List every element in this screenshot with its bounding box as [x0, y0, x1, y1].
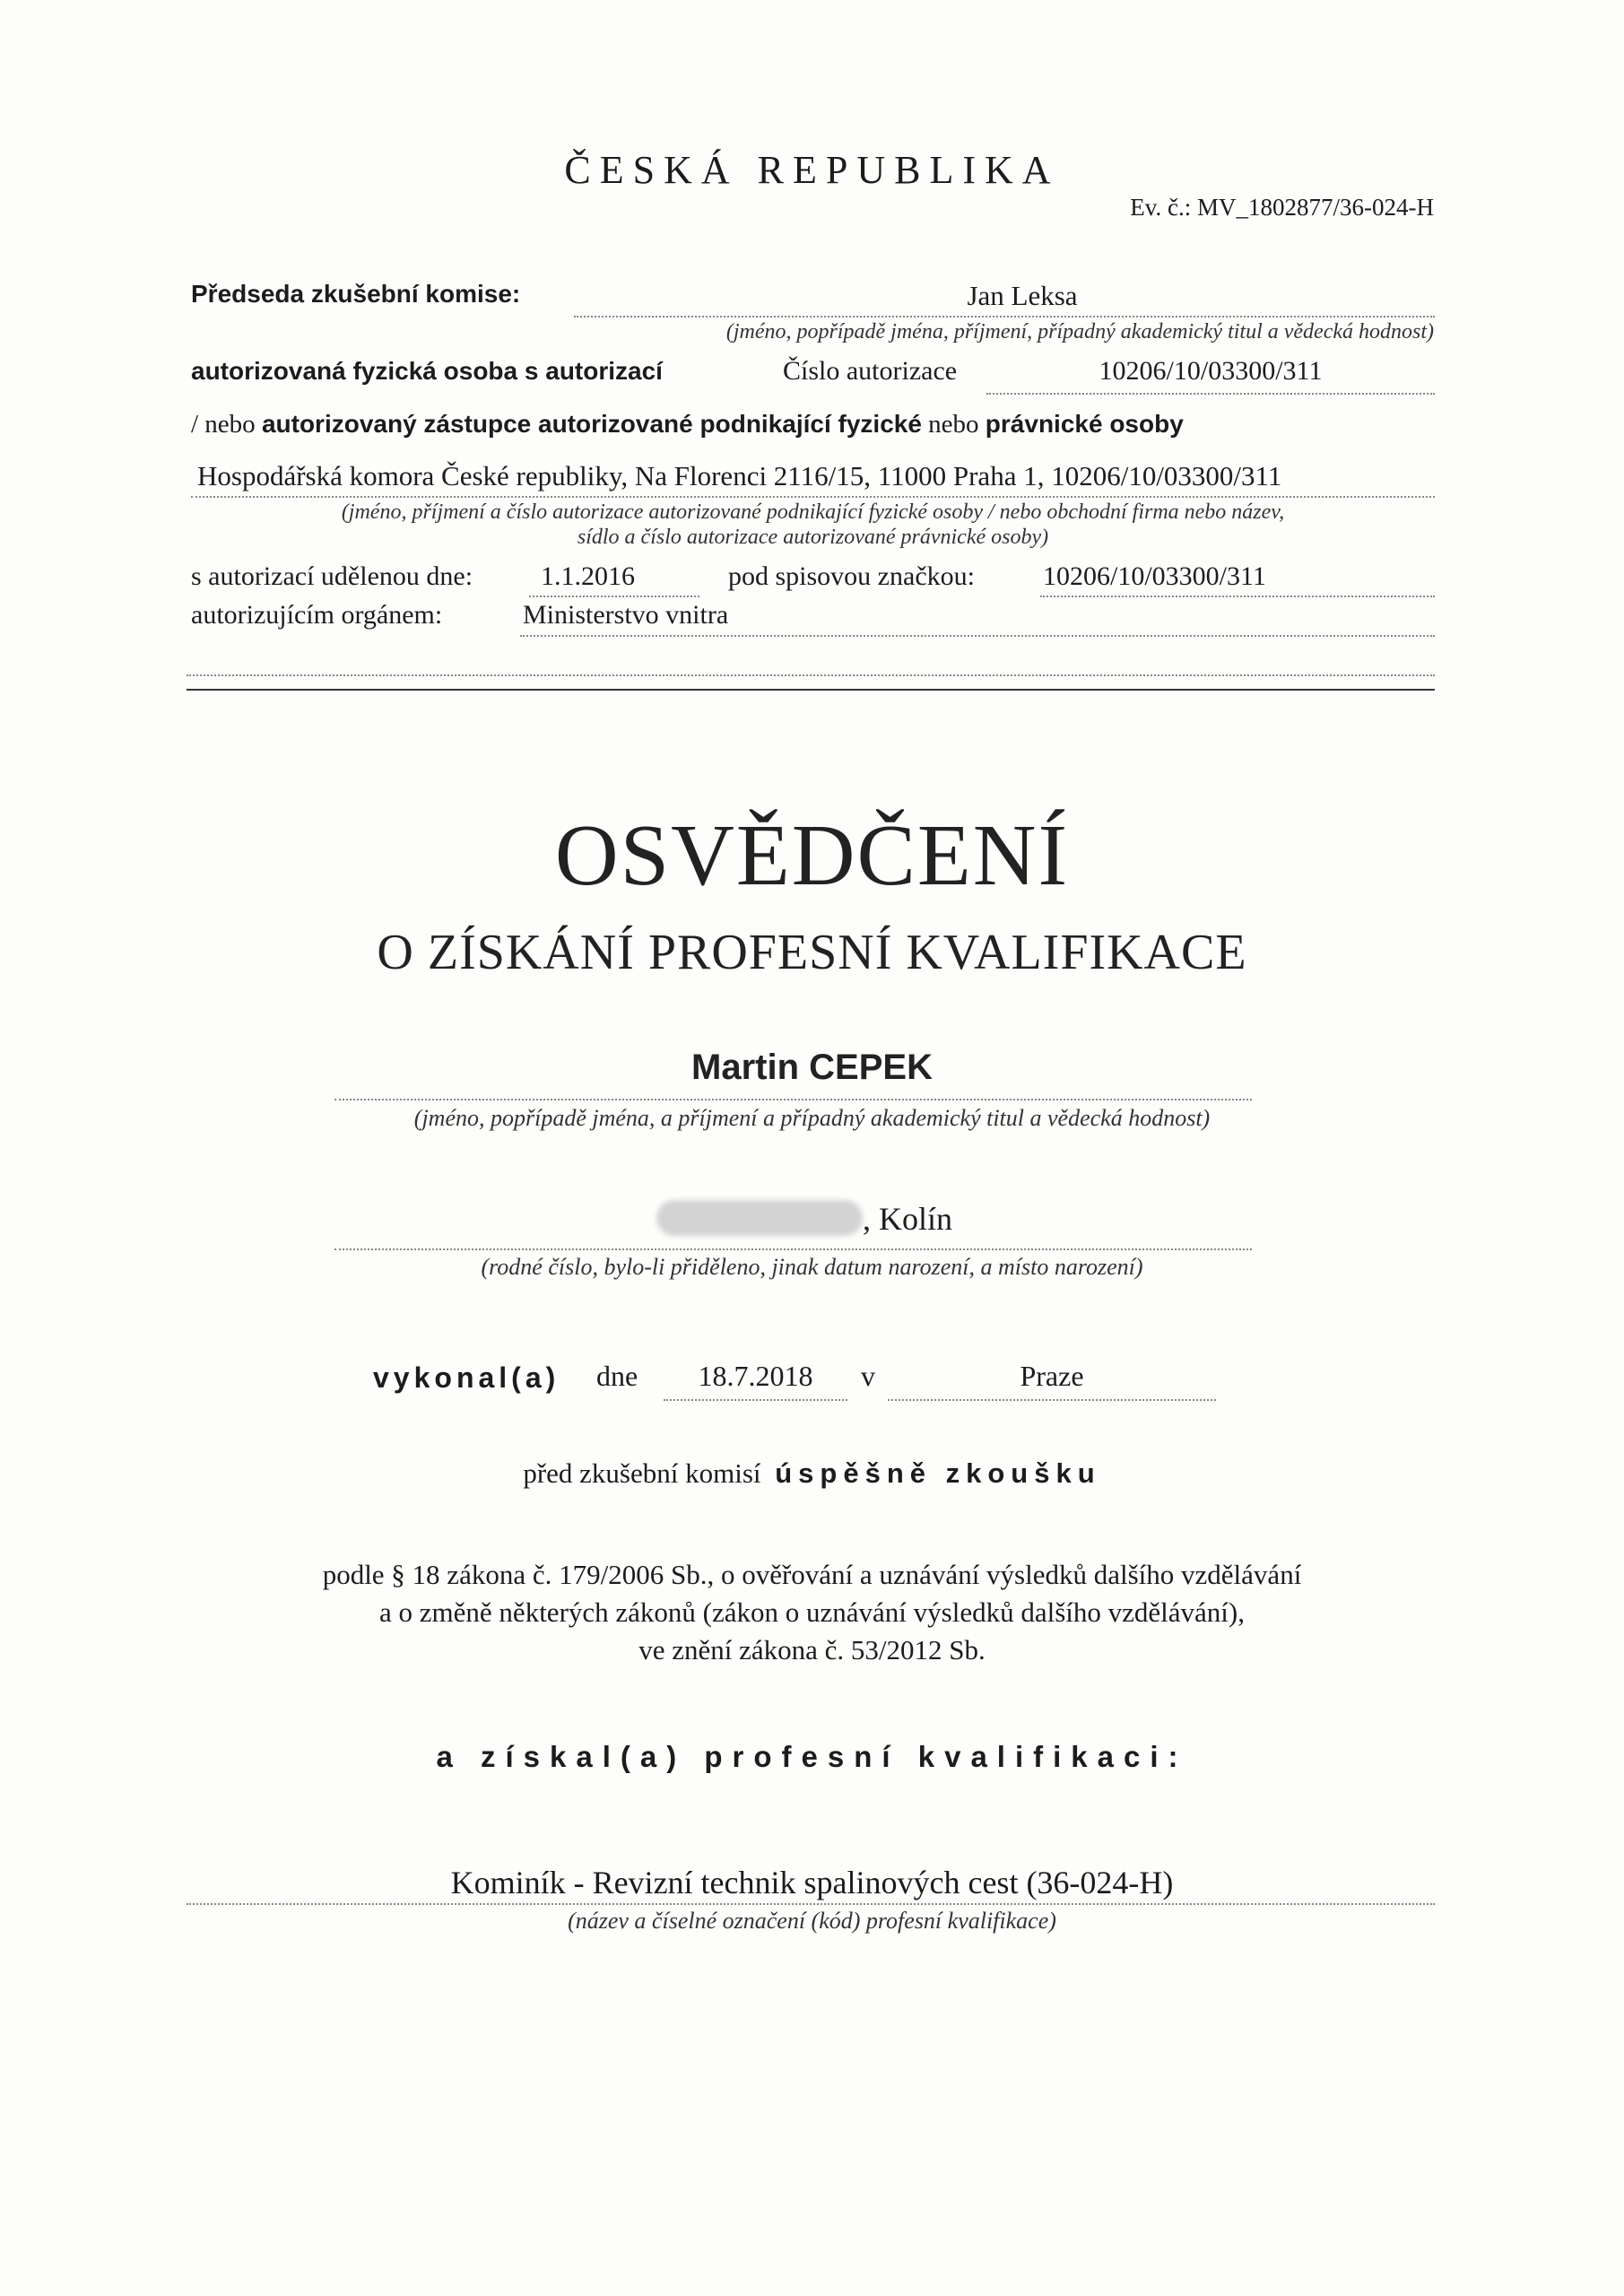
- exam-place-dotted-line: [888, 1399, 1216, 1401]
- alt-mid: nebo: [928, 410, 979, 439]
- chair-dotted-line: [574, 316, 1435, 317]
- separator-rule: [187, 689, 1435, 691]
- birthplace: , Kolín: [863, 1201, 953, 1237]
- file-number: 10206/10/03300/311: [1043, 561, 1266, 591]
- file-dotted-line: [1040, 596, 1435, 597]
- chair-label: Předseda zkušební komise:: [191, 280, 521, 308]
- law-line-2: a o změně některých zákonů (zákon o uznávání výsledků dalšího vzdělávání),: [379, 1596, 1245, 1628]
- law-line-3: ve znění zákona č. 53/2012 Sb.: [638, 1634, 986, 1665]
- alt-bold-2: právnické osoby: [985, 410, 1184, 438]
- authority: Ministerstvo vnitra: [523, 600, 729, 630]
- place-label: v: [861, 1360, 875, 1392]
- before-text: před zkušební komisí: [523, 1457, 761, 1489]
- certificate-title: OSVĚDČENÍ: [554, 807, 1070, 904]
- performed-label: vykonal(a): [373, 1361, 560, 1394]
- holder-name: Martin CEPEK: [691, 1048, 933, 1087]
- file-label: pod spisovou značkou:: [728, 561, 975, 591]
- alt-bold-1: autorizovaný zástupce autorizované podnikající fyzické: [261, 410, 922, 438]
- exam-success-line: [0, 1457, 1624, 1490]
- holder-dotted-line: [334, 1099, 1252, 1100]
- separator-dotted-line: [187, 674, 1435, 676]
- birth-dotted-line: [334, 1248, 1252, 1250]
- granted-date: 1.1.2016: [541, 561, 635, 591]
- granted-label: s autorizací udělenou dne:: [191, 561, 473, 591]
- organization: Hospodářská komora České republiky, Na Florenci 2116/15, 11000 Praha 1, 10206/10/03300/311: [197, 460, 1282, 491]
- authorization-number: 10206/10/03300/311: [1099, 356, 1323, 386]
- alt-prefix: / nebo: [191, 410, 256, 439]
- authorized-person-label: autorizovaná fyzická osoba s autorizací: [191, 357, 663, 385]
- exam-date: 18.7.2018: [698, 1360, 813, 1392]
- authority-dotted-line: [520, 635, 1435, 637]
- birth-caption: (rodné číslo, bylo-li přiděleno, jinak datum narození, a místo narození): [481, 1254, 1143, 1280]
- redacted-birth-number: [656, 1200, 863, 1236]
- organization-caption-1: (jméno, příjmení a číslo autorizace autorizované podnikající fyzické osoby / nebo obchodní firma nebo název,: [341, 500, 1285, 524]
- alt-representative-line: [191, 410, 1184, 439]
- qualification-dotted-line: [187, 1903, 1435, 1905]
- obtained-text: a získal(a) profesní kvalifikaci:: [436, 1740, 1188, 1773]
- organization-dotted-line: [191, 496, 1435, 498]
- qualification-caption: (název a číselné označení (kód) profesní kvalifikace): [568, 1908, 1056, 1934]
- law-line-1: podle § 18 zákona č. 179/2006 Sb., o ověřování a uznávání výsledků dalšího vzdělávání: [322, 1559, 1302, 1590]
- chair-name: Jan Leksa: [967, 280, 1078, 311]
- exam-date-dotted-line: [664, 1399, 847, 1401]
- exam-place: Praze: [1020, 1360, 1084, 1392]
- authorization-number-label: Číslo autorizace: [783, 356, 958, 386]
- organization-caption-2: sídlo a číslo autorizace autorizované právnické osoby): [577, 526, 1049, 549]
- holder-caption: (jméno, popřípadě jména, a příjmení a případný akademický titul a vědecká hodnost): [413, 1105, 1211, 1131]
- granted-dotted-line: [529, 596, 699, 597]
- chair-caption: (jméno, popřípadě jména, příjmení, případný akademický titul a vědecká hodnost): [725, 320, 1434, 344]
- success-text: úspěšně zkoušku: [775, 1457, 1101, 1489]
- authority-label: autorizujícím orgánem:: [191, 600, 443, 630]
- date-label: dne: [596, 1360, 638, 1392]
- qualification: Kominík - Revizní technik spalinových cest (36-024-H): [450, 1865, 1174, 1900]
- authorization-dotted-line: [986, 393, 1435, 395]
- evidence-number: Ev. č.: MV_1802877/36-024-H: [1130, 194, 1434, 221]
- country-heading: ČESKÁ REPUBLIKA: [564, 148, 1060, 192]
- certificate-subtitle: O ZÍSKÁNÍ PROFESNÍ KVALIFIKACE: [377, 925, 1247, 980]
